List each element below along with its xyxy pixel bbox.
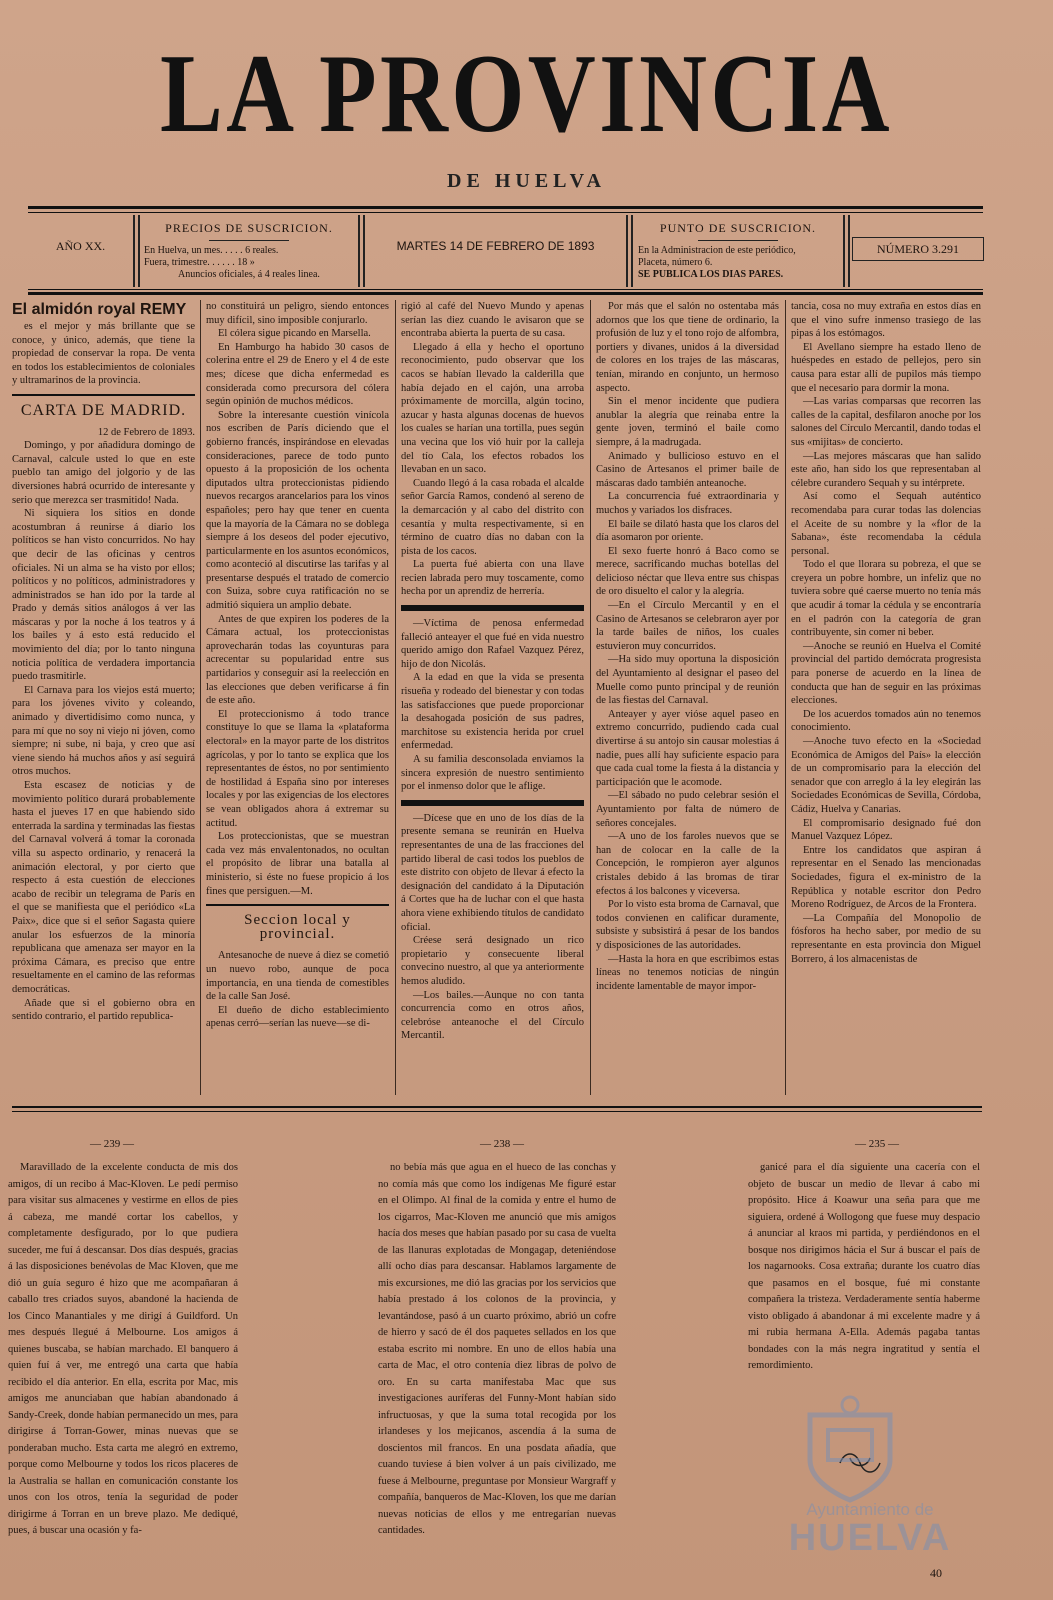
article-paragraph: El proteccionismo á todo trance constituye lo que se llama la «plataforma electoral» en la mayor parte de los distritos agrícolas, y por lo tanto se explica que los representantes de éstos, no por sentimiento de hostilidad á España sino por intereses locales y por las exigencias de los electores se vean obligados ahora á extremar su actitud. bbox=[206, 708, 389, 829]
info-divider bbox=[138, 215, 140, 287]
column-divider bbox=[785, 300, 786, 1095]
folletin-page-number: — 238 — bbox=[480, 1138, 524, 1150]
article-paragraph: Añade que si el gobierno obra en sentido contrario, el partido republica- bbox=[12, 997, 195, 1023]
subscription-box bbox=[638, 219, 838, 283]
info-divider bbox=[631, 215, 633, 287]
column-divider bbox=[200, 300, 201, 1095]
watermark-text: HUELVA bbox=[788, 1517, 952, 1559]
info-divider bbox=[848, 215, 850, 287]
article-paragraph: —Las varias comparsas que recorren las calles de la capital, desfilaron anoche por los salones del Círculo Mercantil, dando todas el sus «mijitas» de concierto. bbox=[791, 396, 981, 448]
article-paragraph: Los proteccionistas, que se muestran cada vez más envalentonados, no ocultan el propósito de librar una batalla al ministerio, si éste no fuese propicio á los fines que persiguen.—M. bbox=[206, 831, 389, 897]
column-5 bbox=[791, 300, 981, 1100]
article-paragraph: Anteayer y ayer vióse aquel paseo en extremo concurrido, pudiendo cada cual divertirse á su antojo sin causar molestias á nadie, pues allí hay suficiente espacio para que cada cual tome la fiesta á la distancia y participación que le acomode. bbox=[596, 708, 779, 788]
article-paragraph: —La Compañía del Monopolio de fósforos ha hecho saber, por medio de su representante en esta provincia don Miguel Borrero, á los almacenistas de bbox=[791, 912, 981, 965]
column-divider bbox=[395, 300, 396, 1095]
issue-number: NÚMERO 3.291 bbox=[852, 237, 984, 261]
ad-title: El almidón royal REMY bbox=[12, 301, 187, 318]
article-paragraph: —Los bailes.—Aunque no con tanta concurrencia como en otros años, celebróse anteanoche el del Círculo Mercantil. bbox=[401, 989, 584, 1042]
article-paragraph: En Hamburgo ha habido 30 casos de colerina entre el 29 de Enero y el 4 de este mes; dícese que dicha enfermedad es considerada como precursora del cólera según opinión de muchos médicos. bbox=[206, 341, 389, 408]
subscription-line: Placeta, número 6. bbox=[638, 257, 713, 268]
article-paragraph: Antesanoche de nueve á diez se cometió un nuevo robo, aunque de poca importancia, en una tienda de comestibles de la calle San José. bbox=[206, 950, 389, 1003]
folletin-rule bbox=[12, 1106, 982, 1108]
subscription-title: PUNTO DE SUSCRICION. bbox=[659, 221, 817, 235]
article-paragraph: Animado y bullicioso estuvo en el Casino de Artesanos el primer baile de máscaras dado también anteanoche. bbox=[596, 450, 779, 489]
folletin-text: ganicé para el día siguiente una cacería con el objeto de buscar un medio de llevar á cabo mi propósito. Hice á Koawur una seña para que me siguiera, ordené á Wollogong que fuese muy despacio á anunciar al kraos mi partida, y perdiéndonos en el bosque nos dirigimos hácia el Sur á buscar el país de los nagarnooks. Cosa extraña; durante los cuatro días que pasamos en el bosque, fué mi constante compañera la tristeza. Verdaderamente sentía haberme visto obligado á abandonar á mi excelente madre y á mi rubia hermana A-Ella. Además pagaba tantas bondades con la más negra ingratitud y sentía el remordimiento. bbox=[748, 1162, 980, 1371]
black-rule bbox=[401, 605, 584, 611]
article-paragraph: El cólera sigue picando en Marsella. bbox=[218, 328, 371, 340]
article-paragraph: Cuando llegó á la casa robada el alcalde señor García Ramos, condenó al sereno de la demarcación y al cabo del distrito con cesantía y multa respectivamente, si en término de cuatro días no daban con la pista de los cacos. bbox=[401, 477, 584, 557]
article-paragraph: no constituirá un peligro, siendo entonces muy difícil, sino imposible conjurarlo. bbox=[206, 301, 389, 326]
prices-title: PRECIOS DE SUSCRICION. bbox=[165, 221, 333, 235]
year-label: AÑO XX. bbox=[55, 239, 106, 253]
article-paragraph: A su familia desconsolada enviamos la sincera expresión de nuestro sentimiento por el inmenso dolor que le aflige. bbox=[401, 754, 584, 793]
article-paragraph: —Anoche se reunió en Huelva el Comité provincial del partido demócrata progresista para ponerse de acuerdo en la línea de conducta que han de seguir en las próximas elecciones. bbox=[791, 640, 981, 707]
article-paragraph: El sexo fuerte honró á Baco como se merece, sacrificando muchas botellas del delicioso néctar que lleva entre sus chispas de oro disuelto el calor y la alegría. bbox=[596, 545, 779, 598]
article-paragraph: El baile se dilató hasta que los claros del día asomaron por oriente. bbox=[596, 518, 779, 544]
info-divider bbox=[843, 215, 845, 287]
article-paragraph: De los acuerdos tomados aún no tenemos conocimiento. bbox=[791, 708, 981, 734]
section-title: Seccion local y provincial. bbox=[244, 912, 351, 942]
masthead-title: LA PROVINCIA bbox=[160, 32, 893, 156]
subscription-line: En la Administracion de este periódico, bbox=[638, 245, 796, 256]
article-paragraph: —Las mejores máscaras que han salido este año, han sido los que representaban al célebre curandero Sequah y su intérprete. bbox=[791, 450, 981, 489]
article-paragraph: —Hasta la hora en que escribimos estas líneas no tenemos noticias de ningún incidente lamentable de mayor impor- bbox=[596, 953, 779, 992]
ad-text: es el mejor y más brillante que se conoce, y único, además, que tiene la propiedad de conservar la ropa. De venta en todos los establecimientos de coloniales y ultramarinos de la provincia. bbox=[12, 321, 195, 387]
prices-box bbox=[144, 219, 354, 283]
folletin-text: no bebía más que agua en el hueco de las conchas y no comía más que como los indígenas Me figuré estar en el Olimpo. Al final de la comida y entre el humo de los cigarros, Mac-Kloven me anunció que mis amigos hacía dos meses que habían pasado por su casa de vuelta de las llanuras explotadas de Mongagap, deteniéndose allí ocho días para descansar. Hablamos largamente de mis excursiones, me dió las gracias por los servicios que había prestado á los colonos de la provincia, y levantándose, pasó á un cuarto próximo, abrió un cofre de hierro y sacó de él dos paquetes sellados en los que estaba escrito mi nombre. En uno de ellos había una carta de Mac, el otro contenía diez libras de polvo de oro. En su carta manifestaba Mac que sus investigaciones auríferas del Funny-Mont habían sido infructuosas, y que la suma total recogida por los irlandeses y los mejicanos, ascendía á la suma de doscientos mil francos. En una posdata añadía, que cuando tuviese á bien volver á un país civilizado, me fuese á Melbourne, preguntase por Monsieur Wargraff y compañía, banqueros de Mac-Kloven, los que me darían nuevas noticias de ellos y me entregarían nuevas cantidades. bbox=[378, 1162, 616, 1536]
watermark-text: Ayuntamiento de bbox=[806, 1500, 934, 1519]
article-paragraph: Esta escasez de noticias y de movimiento político durará probablemente hasta el jueves 17 en que habiendo sido enterrada la sardina y terminadas las fiestas del Carnaval volverá á tomar la coronada villa su aspecto ordinario, y renacerá la animación electoral, y por cierto que respecto á esta cuestión de elecciones acabo de recibir un telegrama de París en el que se manifiesta que el periódico «La Paix», dice que si el señor Sagasta quiere anular los esfuerzos de la minoría republicana que amenaza ser mayor en la próxima Cámara, es preciso que entre resueltamente en el camino de las reformas democráticas. bbox=[12, 780, 195, 995]
folletin-column-3 bbox=[748, 1160, 980, 1380]
article-paragraph: La concurrencia fué extraordinaria y muchos y variados los disfraces. bbox=[596, 491, 779, 516]
prices-line: En Huelva, un mes. . . . . 6 reales. bbox=[144, 245, 279, 256]
info-divider bbox=[133, 215, 135, 287]
article-paragraph: Por lo visto esta broma de Carnaval, que todos convienen en calificar duramente, subsiste y subsistirá á pesar de los bandos y disposiciones de las autoridades. bbox=[596, 899, 779, 951]
column-4 bbox=[596, 300, 779, 1100]
top-rule bbox=[28, 206, 983, 209]
info-bar bbox=[28, 215, 983, 287]
article-paragraph: rigió al café del Nuevo Mundo y apenas serían las diez cuando le avisaron que se encontraba abierta la puerta de su casa. bbox=[401, 301, 584, 340]
masthead-subtitle: DE HUELVA bbox=[447, 170, 606, 192]
info-divider bbox=[626, 215, 628, 287]
column-1 bbox=[12, 300, 195, 1100]
column-3 bbox=[401, 300, 584, 1100]
archive-watermark bbox=[770, 1395, 970, 1565]
article-date: 12 de Febrero de 1893. bbox=[97, 426, 195, 438]
article-paragraph: El Avellano siempre ha estado lleno de huéspedes en estado de pellejos, pero sin causa para estar allí de pupilos más tiempo que el necesario para dormir la mona. bbox=[791, 341, 981, 394]
top-rule-thin bbox=[28, 212, 983, 213]
folletin-text: Maravillado de la excelente conducta de mis dos amigos, dí un recibo á Mac-Kloven. Le pedí permiso para visitar sus almacenes y vestirme en ellos de pies á cabeza, me mandé cortar los cabellos, y completamente desfigurado, por lo que pudiera suceder, me fuí á descansar. Dos días después, gracias á las disposiciones benévolas de Mac Kloven, que me dió un guía seguro é hizo que me acompañaran á caballo tres criados suyos, abandoné la hacienda de los Cinco Manantiales y me dirigí á Guildford. Un mes después llegué á Melbourne. Los amigos á quienes buscaba, se habían marchado. El banquero á quien fuí á ver, me entregó una carta que había recibido el día anterior. En ella, escrita por Mac, mis amigos me anunciaban que habían abandonado á Sandy-Creek, donde habían permanecido un mes, para dirigirse á Torran-Gower, minas nuevas que se ponderaban mucho. Esta carta me alegró en extremo, porque como Melbourne y todos los ricos placeres de la Australia se hallan en comunicación constante los unos con los otros, tenía la seguridad de poder dirigirme á Torran en un breve plazo. Me dediqué, pues, á buscar una ocasión y fa- bbox=[8, 1162, 238, 1536]
article-paragraph: El compromisario designado fué don Manuel Vazquez López. bbox=[791, 817, 981, 843]
article-paragraph: —En el Círculo Mercantil y en el Casino de Artesanos se celebraron ayer por la tarde bailes de niños, los cuales estuvieron muy concurridos. bbox=[596, 600, 779, 652]
folletin-column-1 bbox=[8, 1160, 238, 1580]
article-paragraph: Llegado á ella y hecho el oportuno reconocimiento, pudo observar que los cacos se habían llevado la calderilla que había dejado en el cajón, una arroba próximamente de morcilla, algún tocino, azucar y hasta algunas docenas de huevos los cuales se harían una tortilla, pues según una vecina que los vió huir por la calleja del tío Cala, los efectos robados los llevaban en un saco. bbox=[401, 341, 584, 476]
article-paragraph: Ni siquiera los sitios en donde acostumbran á reunirse á diario los políticos se han visto concurridos. No hay que decir de las oficinas y centros oficiales. Ni un alma se ha visto por ellos; políticos y no políticos, administradores y administrados se han ido por la tarde al Prado y demás sitios análogos á ver las máscaras y por la noche á los teatros y á los bailes y á esto está reducido el movimiento del día; por lo tanto ninguna noticia política de verdadera importancia puedo trasmitirle. bbox=[12, 508, 195, 683]
article-title: CARTA DE MADRID. bbox=[20, 401, 187, 419]
header-rule-thin bbox=[28, 289, 983, 290]
article-paragraph: —El sábado no pudo celebrar sesión el Ayuntamiento por falta de número de señores concejales. bbox=[596, 790, 779, 829]
article-paragraph: —Anoche tuvo efecto en la «Sociedad Económica de Amigos del País» la elección de un compromisario para la elección del senador que con arreglo á la ley elegirán las Sociedades Económicas de Sevilla, Córdoba, Cádiz, Huelva y Canarias. bbox=[791, 736, 981, 815]
article-paragraph: —Ha sido muy oportuna la disposición del Ayuntamiento al designar el paseo del Muelle como punto principal y de reunión de las fiestas del Carnaval. bbox=[596, 654, 779, 707]
info-divider bbox=[363, 215, 365, 287]
article-paragraph: Entre los candidatos que aspiran á representar en el Senado las mencionadas Sociedades, figura el ex-ministro de la República y notable escritor don Pedro Moreno Rodríguez, de Arcos de la Frontera. bbox=[791, 844, 981, 911]
info-divider bbox=[358, 215, 360, 287]
page-folio: 40 bbox=[930, 1566, 942, 1580]
article-paragraph: Así como el Sequah auténtico recomendaba para curar todas las dolencias el Aceite de su nombre y la «flor de la Sabana», éste recomendaba la cédula personal. bbox=[791, 491, 981, 557]
article-paragraph: Sin el menor incidente que pudiera anublar la alegría que reinaba entre la gente joven, terminó el baile como siempre, á la madrugada. bbox=[596, 396, 779, 448]
folletin-page-number: — 239 — bbox=[90, 1138, 134, 1150]
header-rule bbox=[28, 292, 983, 295]
article-paragraph: Antes de que expiren los poderes de la Cámara actual, los proteccionistas aprovecharán todas las coyunturas para acrecentar su popularidad entre sus partidarios y conseguir así la reelección en las elecciones que deben verificarse á fin de este año. bbox=[206, 613, 389, 707]
article-paragraph: Créese será designado un rico propietario y consecuente liberal convecino nuestro, al que ya anteriormente hemos aludido. bbox=[401, 935, 584, 987]
article-paragraph: Todo el que llorara su pobreza, el que se creyera un pobre hombre, un infeliz que no tuviera sobre qué caerse muerto no tenía más que acudir á tomar la cédula y se encontraría en el padrón con la categoría de gran contribuyente, sin comer ni beber. bbox=[791, 559, 981, 639]
folletin-page-number: — 235 — bbox=[855, 1138, 899, 1150]
column-2 bbox=[206, 300, 389, 1100]
prices-line: Fuera, trimestre. . . . . . 18 » bbox=[144, 257, 255, 268]
article-paragraph: El Carnava para los viejos está muerto; para los jóvenes vivito y coleando, animado y divertidísimo como nunca, y para mí que no soy ni viejo ni jóven, como siempre; ni sube, ni baja, y creo que así viene siendo há muchos años y así seguirá otros muchos. bbox=[12, 684, 195, 778]
article-paragraph: Por más que el salón no ostentaba más adornos que los que tiene de ordinario, la profusión de luz y el tono rojo de alfombra, portiers y divanes, unidos á la diversidad de colores en los trajes de las máscaras, tenían, mirando en conjunto, un hermoso aspecto. bbox=[596, 301, 779, 394]
folletin-rule-thin bbox=[12, 1111, 982, 1112]
article-paragraph: El dueño de dicho establecimiento apenas cerró—serían las nueve—se di- bbox=[206, 1004, 389, 1030]
article-paragraph: —Dícese que en uno de los días de la presente semana se reunirán en Huelva representantes de una de las fracciones del partido liberal de casi todos los pueblos de este distrito con objeto de llevar á efecto la designación del candidato á la Diputación á Cortes que ha de luchar con el que hasta ahora viene exhibiendo títulos de candidato oficial. bbox=[401, 812, 584, 933]
black-rule bbox=[401, 800, 584, 806]
article-paragraph: A la edad en que la vida se presenta risueña y rodeado del bienestar y con todas las satisfacciones que puede proporcionar la desahogada posición de sus padres, marchitose su existencia herida por cruel enfermedad. bbox=[401, 672, 584, 752]
issue-date: MARTES 14 DE FEBRERO DE 1893 bbox=[396, 239, 595, 253]
coat-of-arms-icon bbox=[790, 1395, 910, 1505]
article-paragraph: Domingo, y por añadidura domingo de Carnaval, calcule usted lo que en este pueblo tan amigo del jolgorio y de las diversiones habrá ocurrido de interesante y serio que merezca ser trasmitido! Nada. bbox=[12, 440, 195, 506]
subscription-line: SE PUBLICA LOS DIAS PARES. bbox=[638, 269, 784, 280]
article-paragraph: —A uno de los faroles nuevos que se han de colocar en la calle de la Concepción, le rompieron ayer algunos cristales debido á las bromas de tirar efectos á los balcones y viceversa. bbox=[596, 831, 779, 897]
folletin-column-2 bbox=[378, 1160, 616, 1580]
column-divider bbox=[590, 300, 591, 1095]
article-paragraph: —Víctima de penosa enfermedad falleció anteayer el que fué en vida nuestro querido amigo don Rafael Vazquez Pérez, hijo de don Nicolás. bbox=[401, 618, 584, 670]
article-paragraph: tancia, cosa no muy extraña en estos días en que el vino sufre inmenso trasiego de las pipas á los estómagos. bbox=[791, 301, 981, 340]
prices-line: Anuncios oficiales, á 4 reales linea. bbox=[178, 269, 320, 280]
article-paragraph: La puerta fué abierta con una llave recien labrada pero muy toscamente, como hecha por un aprendiz de herrería. bbox=[401, 559, 584, 598]
article-paragraph: Sobre la interesante cuestión vinícola nos escriben de París diciendo que el gobierno francés, inspirándose en elevadas consideraciones, parece de todo punto opuesto á la proposición de los ochenta diputados ultra proteccionistas pidiendo nuevos recargos arancelarios para los vinos españoles; pero hay que tener en cuenta que la mayoría de la Cámara no se doblega siempre á los deseos del poder ejecutivo, particularmente en los asuntos económicos, como aconteció al discutirse las tarifas y al presentarse después el tratado de comercio con Suiza, sobre cuya ratificación no se admitió siquiera un amplio debate. bbox=[206, 409, 389, 612]
